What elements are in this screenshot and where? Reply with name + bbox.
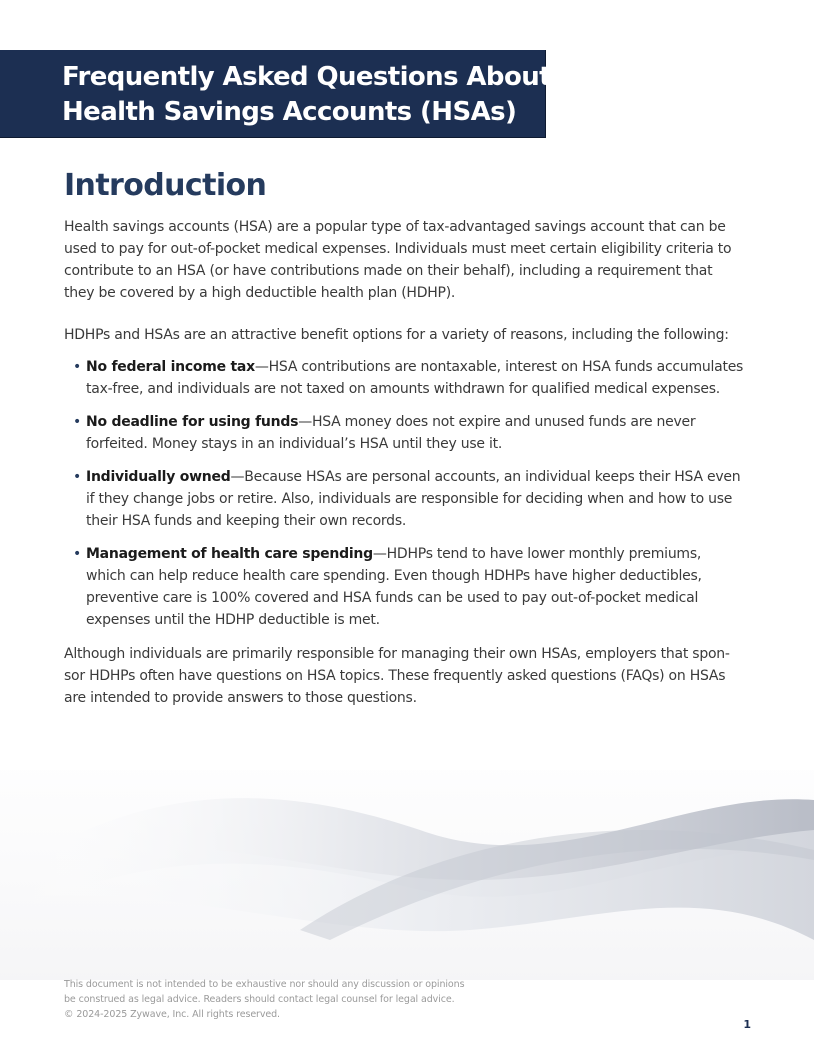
bullet-term: No federal income tax bbox=[86, 359, 255, 375]
bullet-term: Management of health care spending bbox=[86, 546, 373, 562]
introduction-heading: Introduction bbox=[64, 168, 267, 203]
bullet-text: —HSA money does not expire and unused funds are never forfeited. Money stays in an individual’s HSA until they use it. bbox=[86, 414, 696, 452]
list-item bbox=[64, 411, 744, 455]
disclaimer-line-1: This document is not intended to be exhaustive nor should any discussion or opinions bbox=[64, 979, 465, 990]
document-title-line-1: Frequently Asked Questions About bbox=[62, 62, 551, 92]
bullet-icon: • bbox=[73, 546, 82, 562]
document-title-line-2: Health Savings Accounts (HSAs) bbox=[62, 97, 517, 127]
bullet-text: —HDHPs tend to have lower monthly premiums, which can help reduce health care spending. Even though HDHPs have higher deductibles, preventive care is 100% covered and HSA funds can be used to pay out-of-pocket medical expenses until the HDHP deductible is met. bbox=[86, 546, 702, 628]
main-content bbox=[64, 166, 744, 709]
disclaimer-line-2: be construed as legal advice. Readers should contact legal counsel for legal advice. bbox=[64, 994, 455, 1005]
bullet-term: No deadline for using funds bbox=[86, 414, 299, 430]
list-item bbox=[64, 466, 744, 532]
bullet-text: —Because HSAs are personal accounts, an individual keeps their HSA even if they change jobs or retire. Also, individuals are responsible for deciding when and how to use their HSA funds and keeping their own records. bbox=[86, 469, 741, 529]
title-banner bbox=[0, 50, 551, 138]
intro-paragraph-2: HDHPs and HSAs are an attractive benefit options for a variety of reasons, including the following: bbox=[64, 327, 729, 343]
intro-paragraph-3: Although individuals are primarily responsible for managing their own HSAs, employers that spon-sor HDHPs often have questions on HSA topics. These frequently asked questions (FAQs) on HSAs are intended to provide answers to those questions. bbox=[64, 646, 730, 706]
bullet-icon: • bbox=[73, 414, 82, 430]
bullet-icon: • bbox=[73, 359, 82, 375]
list-item bbox=[64, 356, 744, 400]
list-item bbox=[64, 543, 744, 631]
decorative-wave-graphic bbox=[0, 730, 814, 980]
page-number: 1 bbox=[743, 1018, 751, 1031]
benefits-list bbox=[64, 356, 744, 631]
intro-paragraph-1: Health savings accounts (HSA) are a popular type of tax-advantaged savings account that can be used to pay for out-of-pocket medical expenses. Individuals must meet certain eligibility criteria to contribute to an HSA (or have contributions made on their behalf), including a requirement that they be covered by a high deductible health plan (HDHP). bbox=[64, 219, 732, 301]
legal-disclaimer bbox=[64, 977, 524, 1022]
bullet-icon: • bbox=[73, 469, 82, 485]
bullet-text: —HSA contributions are nontaxable, interest on HSA funds accumulates tax-free, and individuals are not taxed on amounts withdrawn for qualified medical expenses. bbox=[86, 359, 744, 397]
bullet-term: Individually owned bbox=[86, 469, 231, 485]
copyright-notice: © 2024-2025 Zywave, Inc. All rights reserved. bbox=[64, 1009, 280, 1020]
